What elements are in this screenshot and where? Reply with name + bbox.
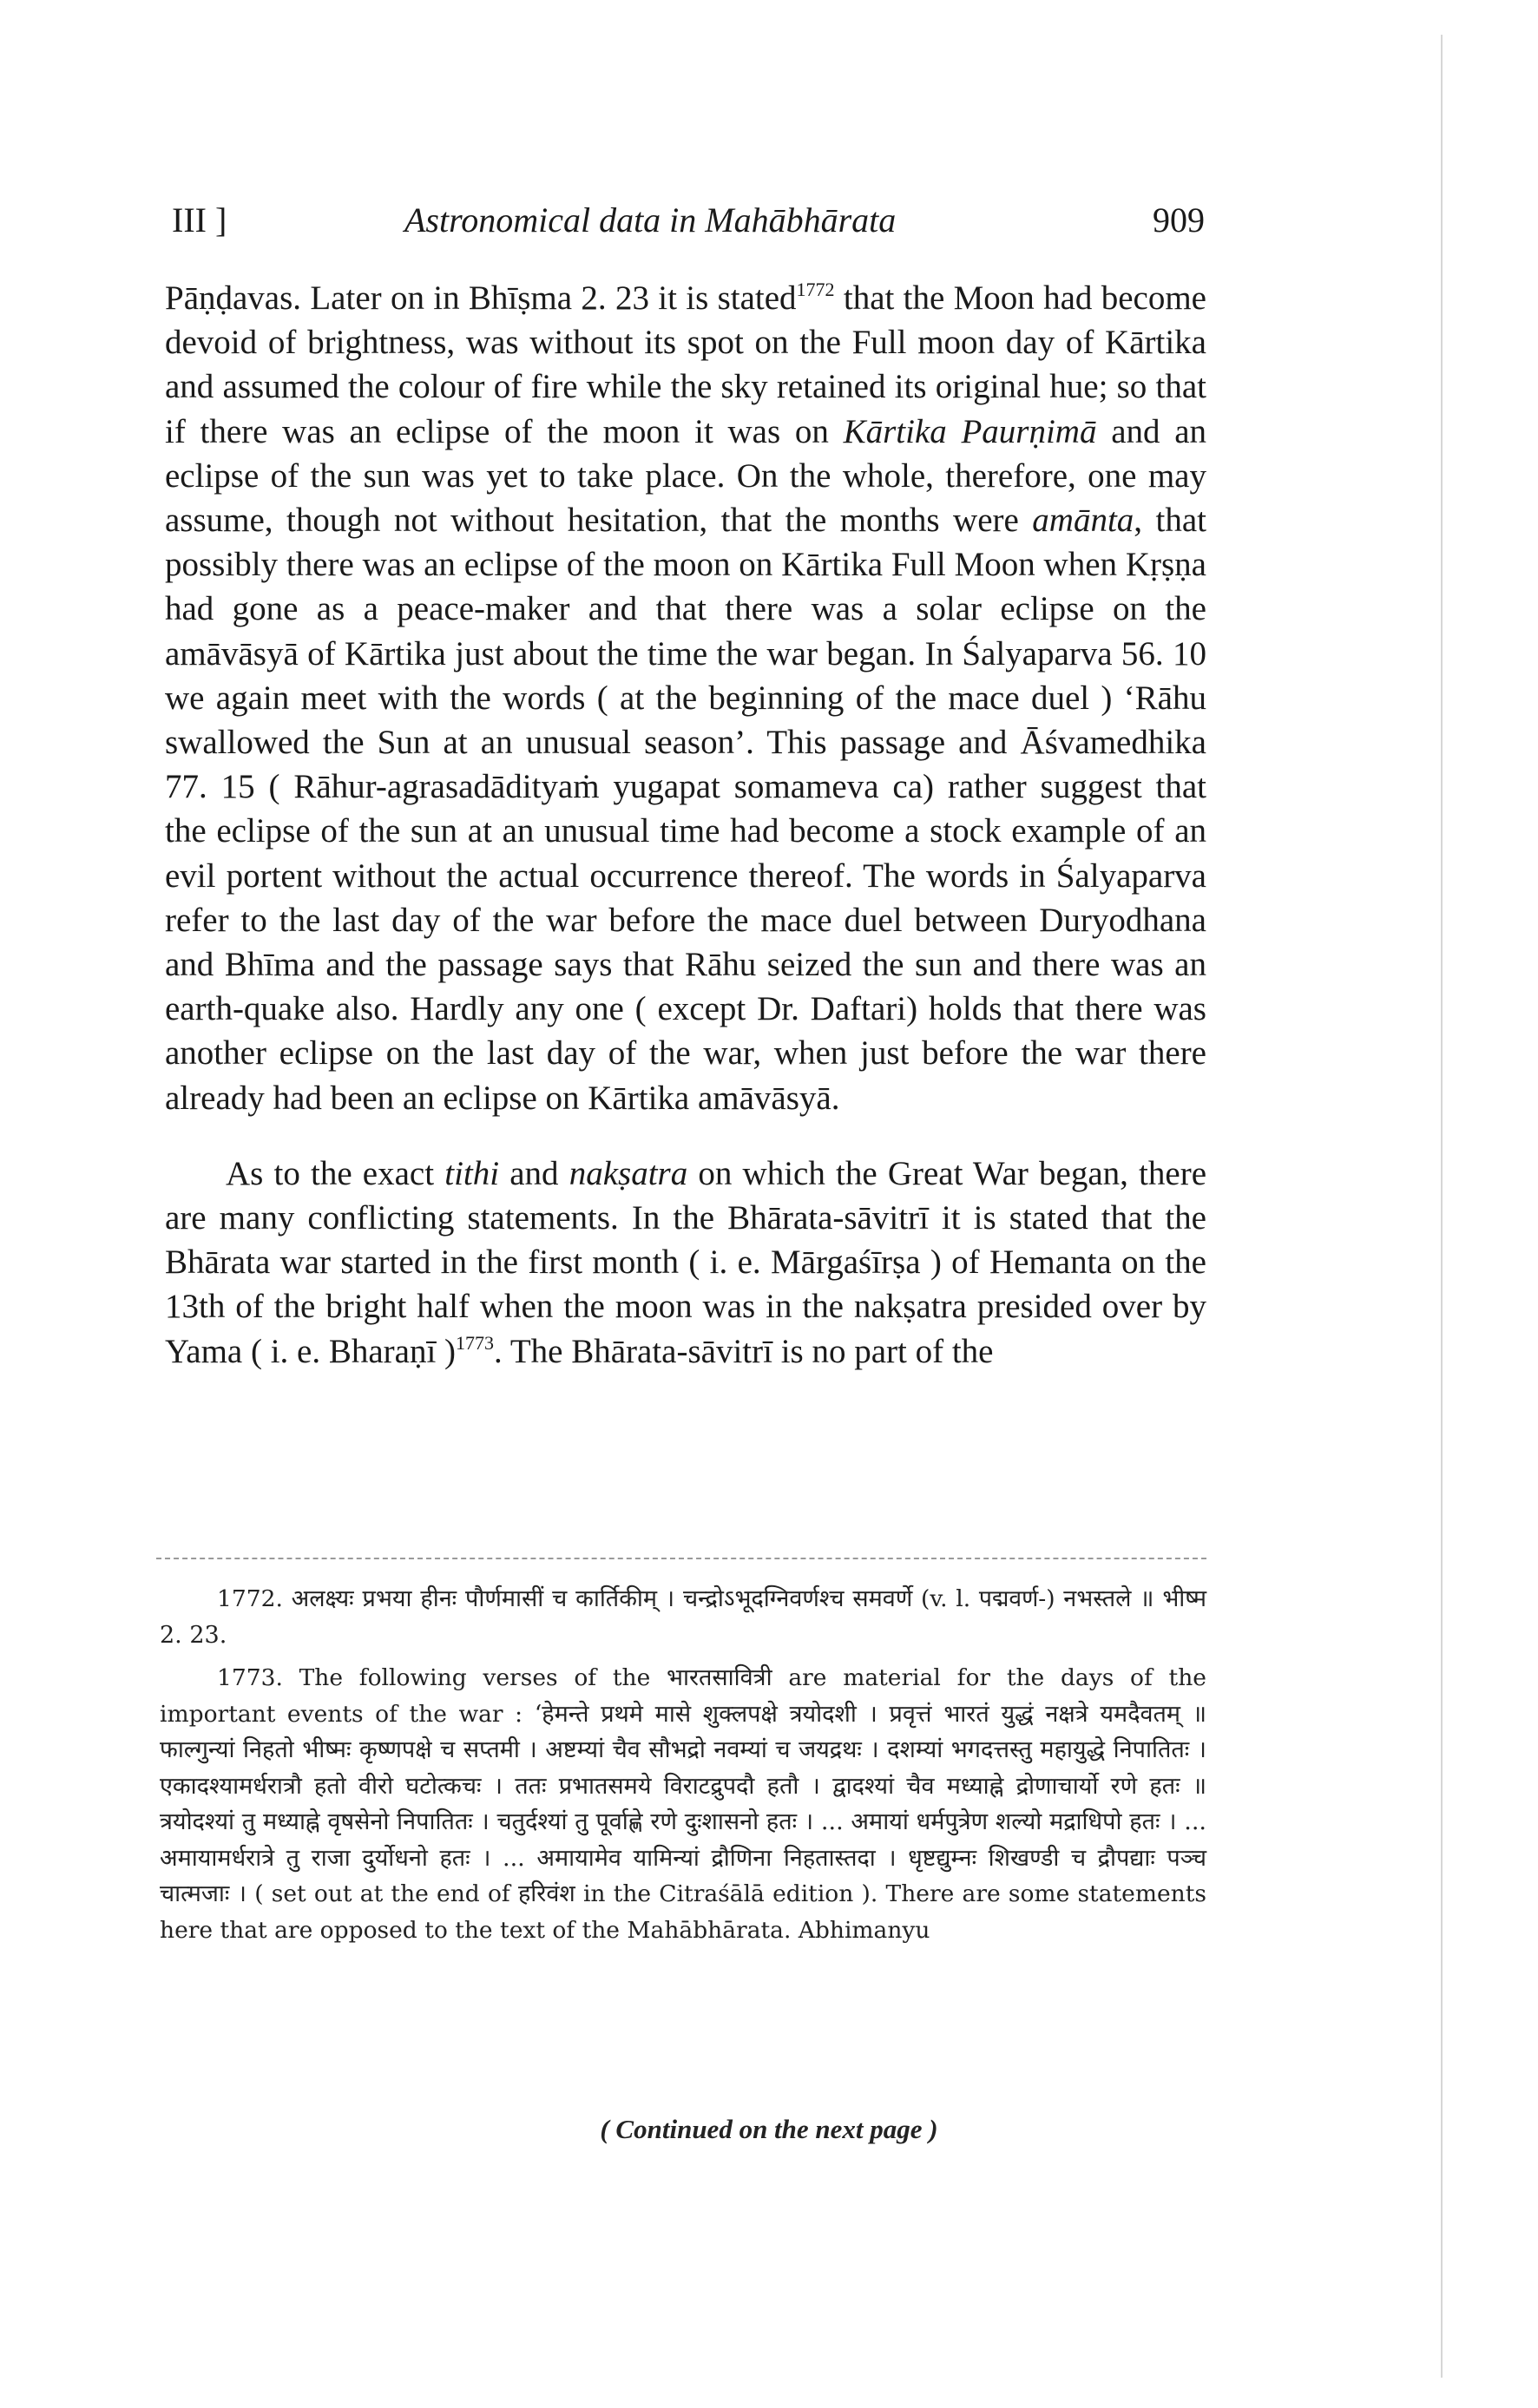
section-marker: III ] <box>172 200 227 239</box>
footnotes <box>160 1581 1206 1948</box>
footnote-1773 <box>160 1660 1206 1948</box>
p2-text-4: . The Bhārata-sāvitrī is no part of the <box>494 1332 994 1370</box>
p1-text-2: that the Moon had become devoid of brightness, was without its spot on the Full moon day of Kārtika and assumed the colour of fire while the sky retained its original hue; so that if there was an eclipse of the moon it was on <box>165 279 1206 450</box>
p1-italic-1: Kārtika Paurṇimā <box>843 412 1097 450</box>
page-edge-line <box>1441 35 1443 2378</box>
p1-text-4: , that possibly there was an eclipse of the moon on Kārtika Full Moon when Kṛṣṇa had gone as a peace-maker and that there was a solar eclipse on the amāvāsyā of Kārtika just about the time the war began. In Śalyaparva 56. 10 we again meet with the words ( at the beginning of the mace duel ) ‘Rāhu swallowed the Sun at an unusual season’. This passage and Āśvamedhika 77. 15 ( Rāhur-agrasadādityaṁ yugapat somameva ca) rather suggest that the eclipse of the sun at an unusual time had become a stock example of an evil portent without the actual occurrence thereof. The words in Śalyaparva refer to the last day of the war before the mace duel between Duryodhana and Bhīma and the passage says that Rāhu seized the sun and there was an earth-quake also. Hardly any one ( except Dr. Daftari) holds that there was another eclipse on the last day of the war, when just before the war there already had been an eclipse on Kārtika amāvāsyā. <box>165 502 1206 1117</box>
p2-italic-2: nakṣatra <box>569 1154 688 1192</box>
running-title: Astronomical data in Mahābhārata <box>404 200 897 239</box>
p1-text-1: Pāṇḍavas. Later on in Bhīṣma 2. 23 it is stated <box>165 279 797 317</box>
page-number: 909 <box>1153 200 1205 239</box>
continued-note: ( Continued on the next page ) <box>600 2114 938 2144</box>
paragraph-2 <box>165 1152 1206 1374</box>
footnote-verses: ‘हेमन्ते प्रथमे मासे शुक्लपक्षे त्रयोदशी । प्रवृत्तं भारतं युद्धं नक्षत्रे यमदैवतम् ॥ फाल्गुन्यां निहतो भीष्मः कृष्णपक्षे च सप्तमी । अष्टम्यां चैव सौभद्रो नवम्यां च जयद्रथः । दशम्यां भगदत्तस्तु महायुद्धे निपातितः । एकादश्यामर्धरात्रौ हतो वीरो घटोत्कचः । ततः प्रभातसमये विराटद्रुपदौ हतौ । द्वादश्यां चैव मध्याह्ने द्रोणाचार्यो रणे हतः ॥ त्रयोदश्यां तु मध्याह्ने वृषसेनो निपातितः । चतुर्दश्यां तु पूर्वाह्णे रणे दुःशासनो हतः । ... अमायां धर्मपुत्रेण शल्यो मद्राधिपो हतः । ... अमायामर्धरात्रे तु राजा दुर्योधनो हतः । ... अमायामेव यामिन्यां द्रौणिना निहतास्तदा । धृष्टद्युम्नः शिखण्डी च द्रौपद्याः पञ्च चात्मजाः । <box>160 1700 1206 1907</box>
footnote-number: 1772. <box>217 1585 283 1612</box>
p2-text-1: As to the exact <box>226 1154 445 1192</box>
footnote-text: The following verses of the <box>299 1664 651 1691</box>
p2-text-2: and <box>499 1154 569 1192</box>
footnote-variant-reading: (v. l. पद्मवर्ण-) <box>921 1585 1055 1612</box>
footnote-number: 1773. <box>217 1664 283 1691</box>
footnote-1772 <box>160 1581 1206 1653</box>
footnote-devanagari: भारतसावित्री <box>667 1664 772 1691</box>
p1-text-3: and an eclipse of the sun was yet to take place. On the whole, therefore, one may assume, though not without hesitation, that the months were <box>165 412 1207 540</box>
footnote-ref-1772: 1772 <box>796 279 835 300</box>
footnote-text: are material for the days of the important events of the war : <box>160 1664 1206 1728</box>
footnote-devanagari: हरिवंश <box>517 1880 575 1907</box>
footnote-text: in the Citraśālā edition ). There are some statements here that are opposed to the text of the Mahābhārata. Abhimanyu <box>160 1880 1206 1944</box>
main-text <box>165 276 1206 1374</box>
p2-text-3: on which the Great War began, there are many conflicting statements. In the Bhārata-sāvitrī it is stated that the Bhārata war started in the first month ( i. e. Mārgaśīrṣa ) of Hemanta on the 13th of the bright half when the moon was in the nakṣatra presided over by Yama ( i. e. Bharaṇī ) <box>165 1154 1207 1370</box>
footnote-devanagari: अलक्ष्यः प्रभया हीनः पौर्णमासीं च कार्तिकीम् । चन्द्रोऽभूदग्निवर्णश्च समवर्णे <box>291 1585 913 1612</box>
paragraph-1 <box>165 276 1206 1120</box>
footnote-ref-1773: 1773 <box>456 1331 495 1354</box>
footnote-devanagari: नभस्तले ॥ भीष्म 2. 23. <box>160 1585 1206 1649</box>
p2-italic-1: tithi <box>444 1154 500 1192</box>
footnote-text: ( set out at the end of <box>254 1880 510 1907</box>
footnote-divider <box>156 1558 1206 1559</box>
p1-italic-2: amānta <box>1032 502 1134 540</box>
running-header <box>172 200 1205 252</box>
